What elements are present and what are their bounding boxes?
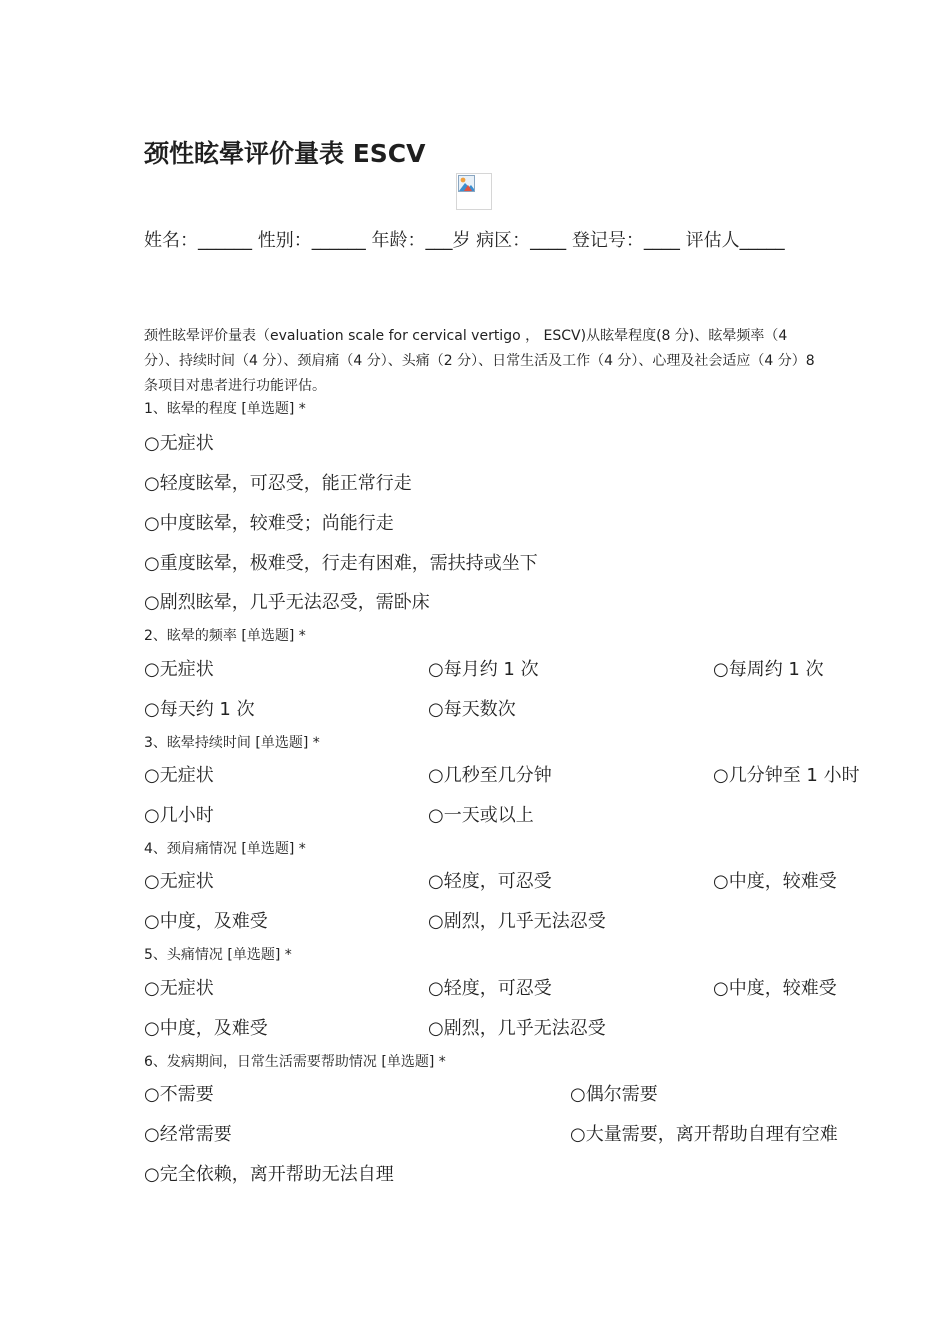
option[interactable]: ○无症状 [144, 433, 214, 454]
question-title: 4、颈肩痛情况 [单选题] * [144, 841, 306, 857]
option[interactable]: ○不需要 [144, 1084, 214, 1105]
document-title: 颈性眩晕评价量表 ESCV [144, 139, 426, 168]
option[interactable]: ○每周约 1 次 [713, 659, 824, 680]
option[interactable]: ○每天约 1 次 [144, 699, 255, 720]
option[interactable]: ○完全依赖，离开帮助无法自理 [144, 1164, 394, 1185]
option[interactable]: ○中度，较难受 [713, 978, 837, 999]
option[interactable]: ○经常需要 [144, 1124, 232, 1145]
option[interactable]: ○大量需要，离开帮助自理有空难 [570, 1124, 838, 1145]
image-icon [458, 175, 475, 192]
question-title: 3、眩晕持续时间 [单选题] * [144, 735, 320, 751]
option[interactable]: ○剧烈眩晕，几乎无法忍受，需卧床 [144, 592, 430, 613]
patient-info-line: 姓名：______ 性别：______ 年龄：___岁 病区：____ 登记号：____ 评估人_____ [144, 230, 785, 251]
question-title: 1、眩晕的程度 [单选题] * [144, 401, 306, 417]
intro-paragraph: 颈性眩晕评价量表（evaluation scale for cervical vertigo ， ESCV)从眩晕程度(8 分)、眩晕频率（4 分）、持续时间（4 分）、颈肩痛（4 分）、头痛（2 分）、日常生活及工作（4 分）、心理及社会适应（4 分）8 条项目对患者进行功能评估。 [144, 328, 815, 394]
option[interactable]: ○几小时 [144, 805, 214, 826]
question-title: 2、眩晕的频率 [单选题] * [144, 628, 306, 644]
option[interactable]: ○无症状 [144, 978, 214, 999]
option[interactable]: ○几秒至几分钟 [428, 765, 552, 786]
option[interactable]: ○轻度眩晕，可忍受，能正常行走 [144, 473, 412, 494]
option[interactable]: ○无症状 [144, 871, 214, 892]
option[interactable]: ○中度，及难受 [144, 1018, 268, 1039]
broken-image-placeholder [456, 173, 492, 210]
option[interactable]: ○每天数次 [428, 699, 516, 720]
option[interactable]: ○剧烈，几乎无法忍受 [428, 1018, 606, 1039]
option[interactable]: ○每月约 1 次 [428, 659, 539, 680]
option[interactable]: ○无症状 [144, 659, 214, 680]
option[interactable]: ○几分钟至 1 小时 [713, 765, 860, 786]
question-title: 6、发病期间，日常生活需要帮助情况 [单选题] * [144, 1054, 446, 1070]
option[interactable]: ○轻度，可忍受 [428, 871, 552, 892]
option[interactable]: ○重度眩晕，极难受，行走有困难，需扶持或坐下 [144, 553, 538, 574]
option[interactable]: ○轻度，可忍受 [428, 978, 552, 999]
option[interactable]: ○剧烈，几乎无法忍受 [428, 911, 606, 932]
option[interactable]: ○一天或以上 [428, 805, 534, 826]
option[interactable]: ○中度，较难受 [713, 871, 837, 892]
option[interactable]: ○中度，及难受 [144, 911, 268, 932]
option[interactable]: ○中度眩晕，较难受；尚能行走 [144, 513, 394, 534]
option[interactable]: ○偶尔需要 [570, 1084, 658, 1105]
question-title: 5、头痛情况 [单选题] * [144, 947, 292, 963]
option[interactable]: ○无症状 [144, 765, 214, 786]
